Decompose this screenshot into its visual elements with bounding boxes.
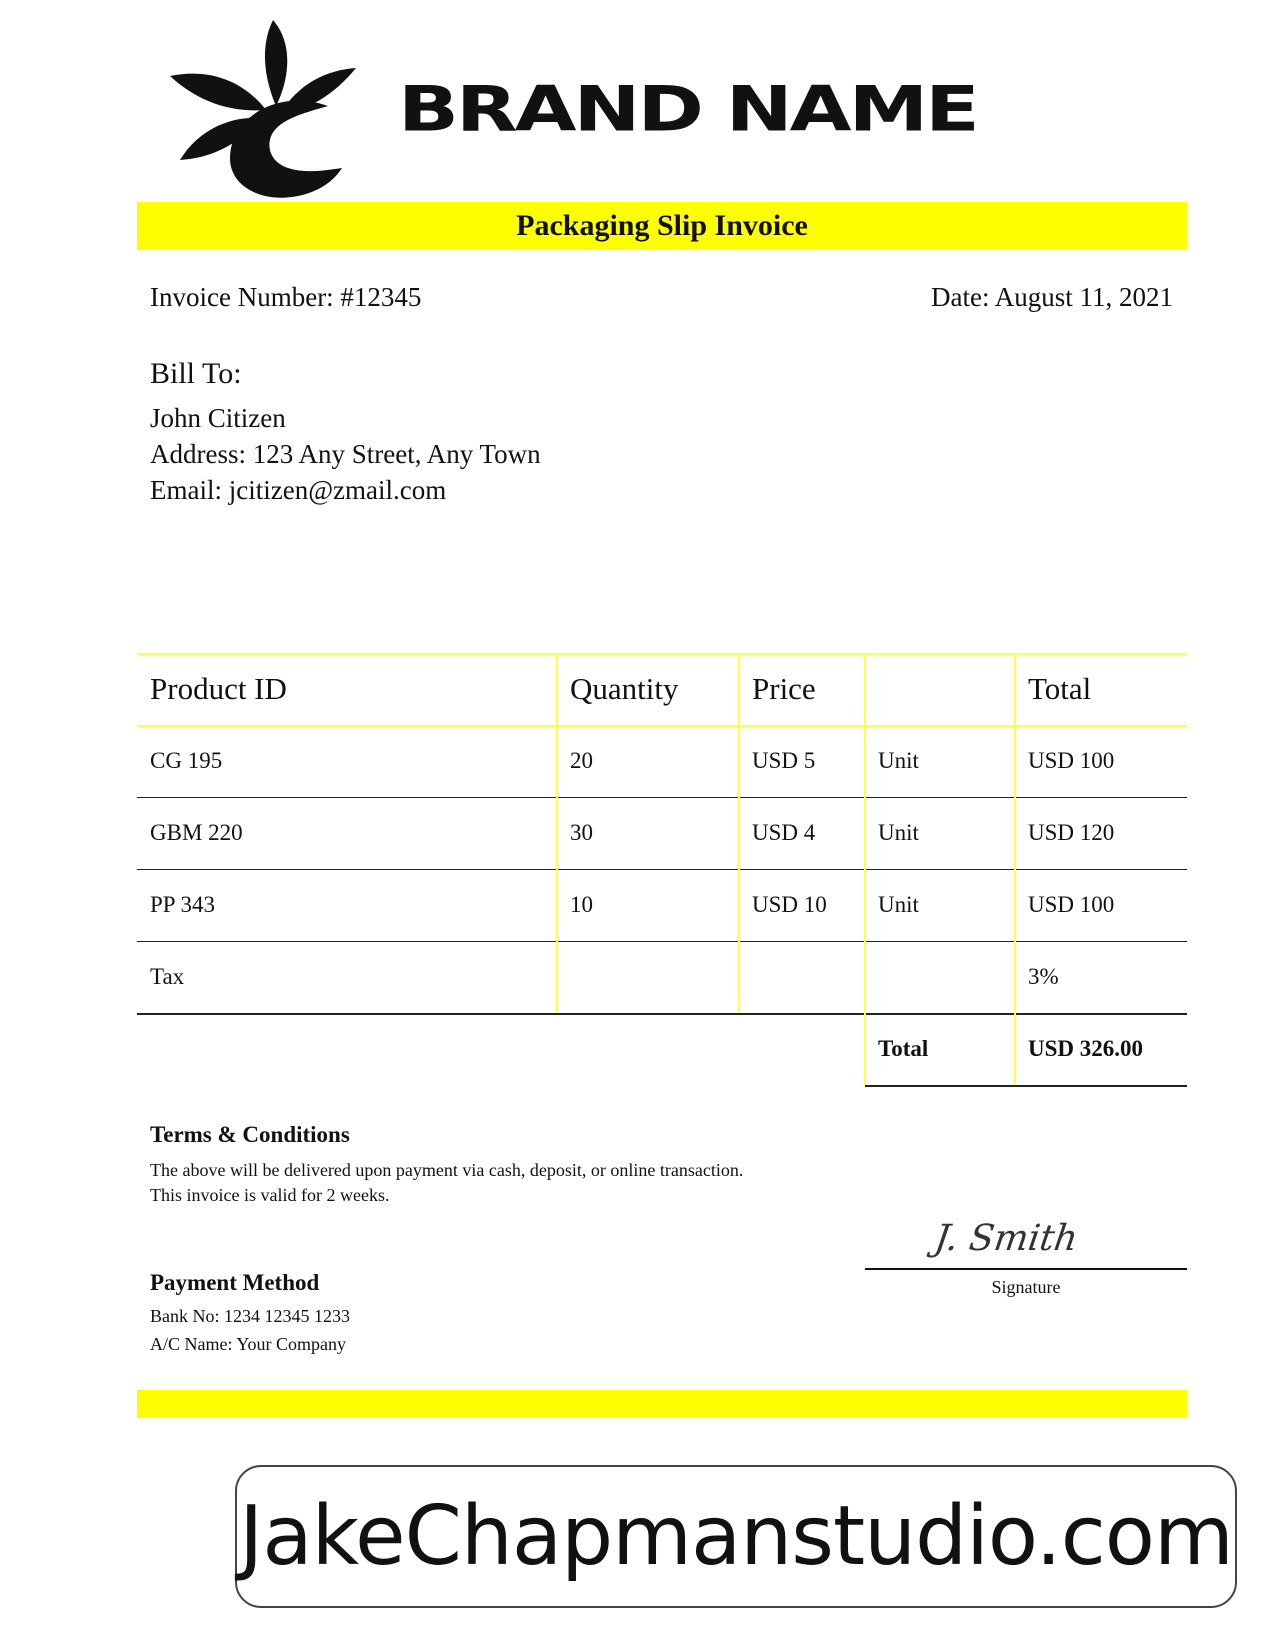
- terms-text: This invoice is valid for 2 weeks.: [150, 1185, 390, 1205]
- quantity-cell: 30: [570, 820, 593, 845]
- quantity-cell: 20: [570, 748, 593, 773]
- terms-heading: Terms & Conditions: [150, 1122, 350, 1147]
- payment-bank: Bank No: 1234 12345 1233: [150, 1306, 350, 1326]
- table-row: [137, 869, 1187, 941]
- quantity-cell: [557, 941, 739, 1013]
- bill-to-name: John Citizen: [150, 403, 286, 433]
- header-quantity: Quantity: [570, 671, 679, 706]
- bill-to-heading: Bill To:: [150, 357, 242, 390]
- grand-total-row: [137, 1013, 1187, 1085]
- terms-text: The above will be delivered upon payment via cash, deposit, or online transaction.: [150, 1160, 744, 1180]
- tax-label-cell: Tax: [150, 964, 185, 989]
- footer-band: [137, 1390, 1187, 1418]
- signature-label: Signature: [991, 1277, 1061, 1297]
- invoice-date: Date: August 11, 2021: [931, 282, 1173, 312]
- column-divider: [864, 653, 866, 1085]
- total-cell: USD 100: [1028, 748, 1115, 773]
- header-unit: [865, 653, 1015, 725]
- product-id-cell: CG 195: [150, 748, 223, 773]
- signature-image: J. Smith: [932, 1218, 1081, 1259]
- leaf-c-logo-icon: [168, 18, 358, 198]
- document-title: Packaging Slip Invoice: [516, 209, 808, 242]
- column-divider: [556, 653, 558, 1013]
- price-cell: [739, 941, 865, 1013]
- unit-cell: Unit: [878, 892, 919, 917]
- price-cell: USD 10: [752, 892, 827, 917]
- header-price: Price: [752, 671, 816, 706]
- watermark-text: JakeChapmanstudio.com: [239, 1489, 1233, 1584]
- unit-cell: Unit: [878, 820, 919, 845]
- column-divider: [738, 653, 740, 1013]
- total-cell: USD 120: [1028, 820, 1115, 845]
- product-id-cell: GBM 220: [150, 820, 243, 845]
- price-cell: USD 4: [752, 820, 816, 845]
- column-divider: [1014, 653, 1016, 1085]
- grand-total-value: USD 326.00: [1028, 1036, 1144, 1061]
- tax-rate-cell: 3%: [1028, 964, 1059, 989]
- table-row-tax: [137, 941, 1187, 1013]
- header-total: Total: [1028, 671, 1092, 706]
- product-id-cell: PP 343: [150, 892, 215, 917]
- grand-total-rule: [865, 1085, 1187, 1087]
- quantity-cell: 10: [570, 892, 593, 917]
- payment-account: A/C Name: Your Company: [150, 1334, 347, 1354]
- grand-total-label: Total: [878, 1036, 929, 1061]
- table-row: [137, 725, 1187, 797]
- invoice-number: Invoice Number: #12345: [150, 282, 422, 312]
- header-product-id: Product ID: [150, 671, 287, 706]
- brand-name: BRAND NAME: [398, 72, 977, 146]
- watermark-box: [235, 1465, 1237, 1608]
- bill-to-address: Address: 123 Any Street, Any Town: [150, 439, 541, 469]
- unit-cell: [865, 941, 1015, 1013]
- table-header-row: [137, 653, 1187, 725]
- bill-to-email: Email: jcitizen@zmail.com: [150, 475, 447, 505]
- total-cell: USD 100: [1028, 892, 1115, 917]
- signature-line: [865, 1268, 1187, 1270]
- title-band: [137, 202, 1187, 250]
- price-cell: USD 5: [752, 748, 816, 773]
- payment-heading: Payment Method: [150, 1270, 320, 1295]
- table-row: [137, 797, 1187, 869]
- unit-cell: Unit: [878, 748, 919, 773]
